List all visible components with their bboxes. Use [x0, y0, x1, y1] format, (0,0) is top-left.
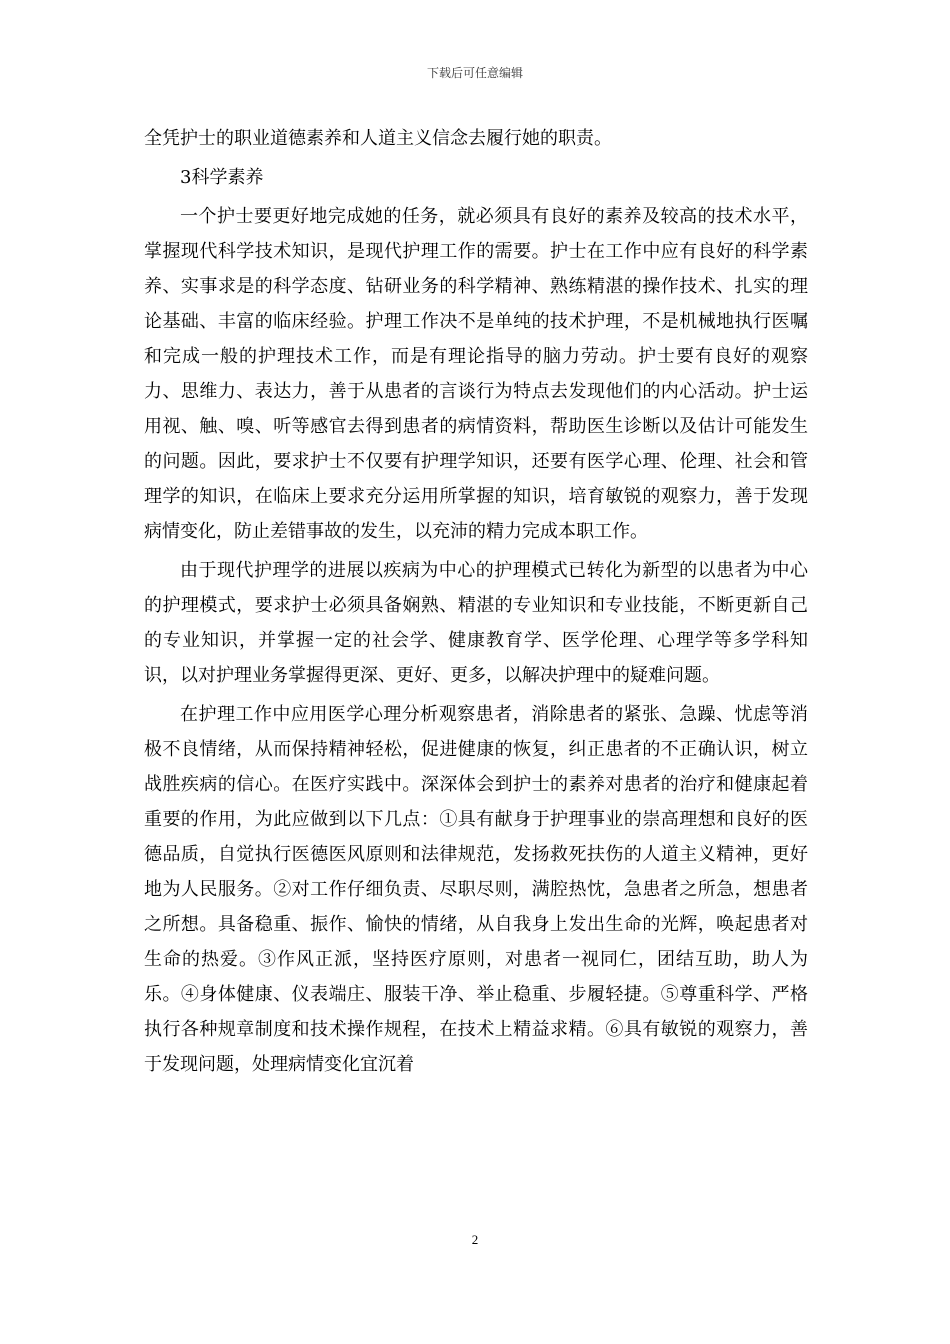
- paragraph-continuation: 全凭护士的职业道德素养和人道主义信念去履行她的职责。: [144, 128, 612, 149]
- page-header: 下载后可任意编辑: [426, 66, 523, 80]
- paragraph: 在护理工作中应用医学心理分析观察患者，消除患者的紧张、急躁、忧虑等消极不良情绪，从而保持精神轻松，促进健康的恢复，纠正患者的不正确认识，树立战胜疾病的信心。在医疗实践中。深深体会到护士的素养对患者的治疗和健康起着重要的作用，为此应做到以下几点：①具有献身于护理事业的崇高理想和良好的医德品质，自觉执行医德医风原则和法律规范，发扬救死扶伤的人道主义精神，更好地为人民服务。②对工作仔细负责、尽职尽则，满腔热忱，急患者之所急，想患者之所想。具备稳重、振作、愉快的情绪，从自我身上发出生命的光辉，唤起患者对生命的热爱。③作风正派，坚持医疗原则，对患者一视同仁，团结互助，助人为乐。④身体健康、仪表端庄、服装干净、举止稳重、步履轻捷。⑤尊重科学、严格执行各种规章制度和技术操作规程，在技术上精益求精。⑥具有敏锐的观察力，善于发现问题，处理病情变化宜沉着: [144, 704, 808, 1075]
- page-number: 2: [471, 1232, 479, 1247]
- paragraph: 由于现代护理学的进展以疾病为中心的护理模式已转化为新型的以患者为中心的护理模式，要求护士必须具备娴熟、精湛的专业知识和专业技能，不断更新自己的专业知识，并掌握一定的社会学、健康教育学、医学伦理、心理学等多学科知识，以对护理业务掌握得更深、更好、更多，以解决护理中的疑难问题。: [144, 560, 808, 686]
- section-heading: 3科学素养: [180, 167, 264, 188]
- paragraph: 一个护士要更好地完成她的任务，就必须具有良好的素养及较高的技术水平，掌握现代科学技术知识，是现代护理工作的需要。护士在工作中应有良好的科学素养、实事求是的科学态度、钻研业务的科学精神、熟练精湛的操作技术、扎实的理论基础、丰富的临床经验。护理工作决不是单纯的技术护理，不是机械地执行医嘱和完成一般的护理技术工作，而是有理论指导的脑力劳动。护士要有良好的观察力、思维力、表达力，善于从患者的言谈行为特点去发现他们的内心活动。护士运用视、触、嗅、听等感官去得到患者的病情资料，帮助医生诊断以及估计可能发生的问题。因此，要求护士不仅要有护理学知识，还要有医学心理、伦理、社会和管理学的知识，在临床上要求充分运用所掌握的知识，培育敏锐的观察力，善于发现病情变化，防止差错事故的发生，以充沛的精力完成本职工作。: [144, 206, 808, 542]
- body-text: [144, 121, 808, 1086]
